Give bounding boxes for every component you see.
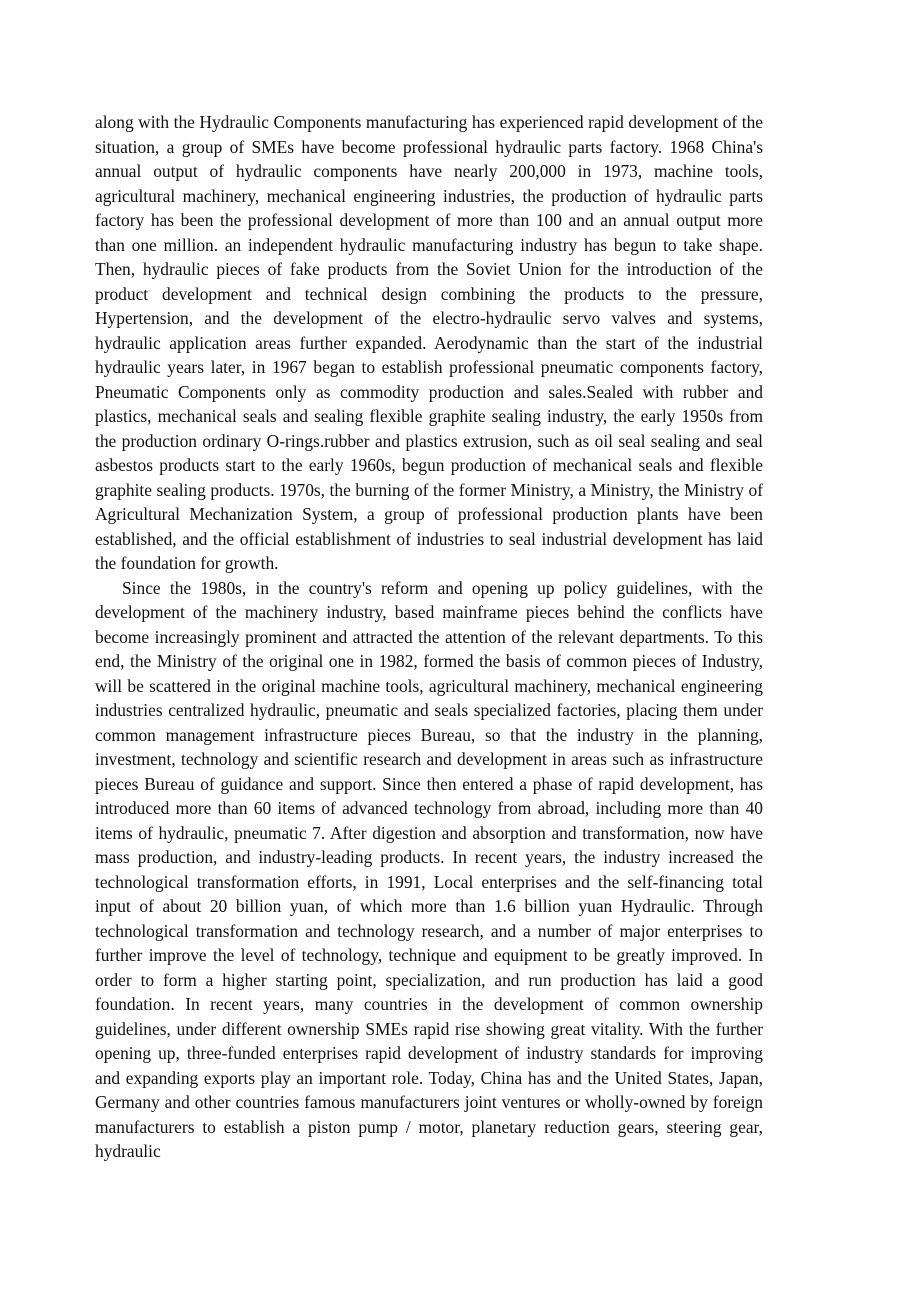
paragraph-1: along with the Hydraulic Components manufacturing has experienced rapid development of the situation, a group of SMEs have become professional hydraulic parts factory. 1968 China's annual output of hydraulic components have nearly 200,000 in 1973, machine tools, agricultural machinery, mechanical engineering industries, the production of hydraulic parts factory has been the professional development of more than 100 and an annual output more than one million. an independent hydraulic manufacturing industry has begun to take shape. Then, hydraulic pieces of fake products from the Soviet Union for the introduction of the product development and technical design combining the products to the pressure, Hypertension, and the development of the electro-hydraulic servo valves and systems, hydraulic application areas further expanded. Aerodynamic than the start of the industrial hydraulic years later, in 1967 began to establish professional pneumatic components factory, Pneumatic Components only as commodity production and sales.Sealed with rubber and plastics, mechanical seals and sealing flexible graphite sealing industry, the early 1950s from the production ordinary O-rings.rubber and plastics extrusion, such as oil seal sealing and seal asbestos products start to the early 1960s, begun production of mechanical seals and flexible graphite sealing products. 1970s, the burning of the former Ministry, a Ministry, the Ministry of Agricultural Mechanization System, a group of professional production plants have been established, and the official establishment of industries to seal industrial development has laid the foundation for growth. <box>95 112 763 573</box>
paragraph-2: Since the 1980s, in the country's reform and opening up policy guidelines, with the development of the machinery industry, based mainframe pieces behind the conflicts have become increasingly prominent and attracted the attention of the relevant departments. To this end, the Ministry of the original one in 1982, formed the basis of common pieces of Industry, will be scattered in the original machine tools, agricultural machinery, mechanical engineering industries centralized hydraulic, pneumatic and seals specialized factories, placing them under common management infrastructure pieces Bureau, so that the industry in the planning, investment, technology and scientific research and development in areas such as infrastructure pieces Bureau of guidance and support. Since then entered a phase of rapid development, has introduced more than 60 items of advanced technology from abroad, including more than 40 items of hydraulic, pneumatic 7. After digestion and absorption and transformation, now have mass production, and industry-leading products. In recent years, the industry increased the technological transformation efforts, in 1991, Local enterprises and the self-financing total input of about 20 billion yuan, of which more than 1.6 billion yuan Hydraulic. Through technological transformation and technology research, and a number of major enterprises to further improve the level of technology, technique and equipment to be greatly improved. In order to form a higher starting point, specialization, and run production has laid a good foundation. In recent years, many countries in the development of common ownership guidelines, under different ownership SMEs rapid rise showing great vitality. With the further opening up, three-funded enterprises rapid development of industry standards for improving and expanding exports play an important role. Today, China has and the United States, Japan, Germany and other countries famous manufacturers joint ventures or wholly-owned by foreign manufacturers to establish a piston pump / motor, planetary reduction gears, steering gear, hydraulic <box>95 577 763 1161</box>
document-page <box>95 110 763 1164</box>
